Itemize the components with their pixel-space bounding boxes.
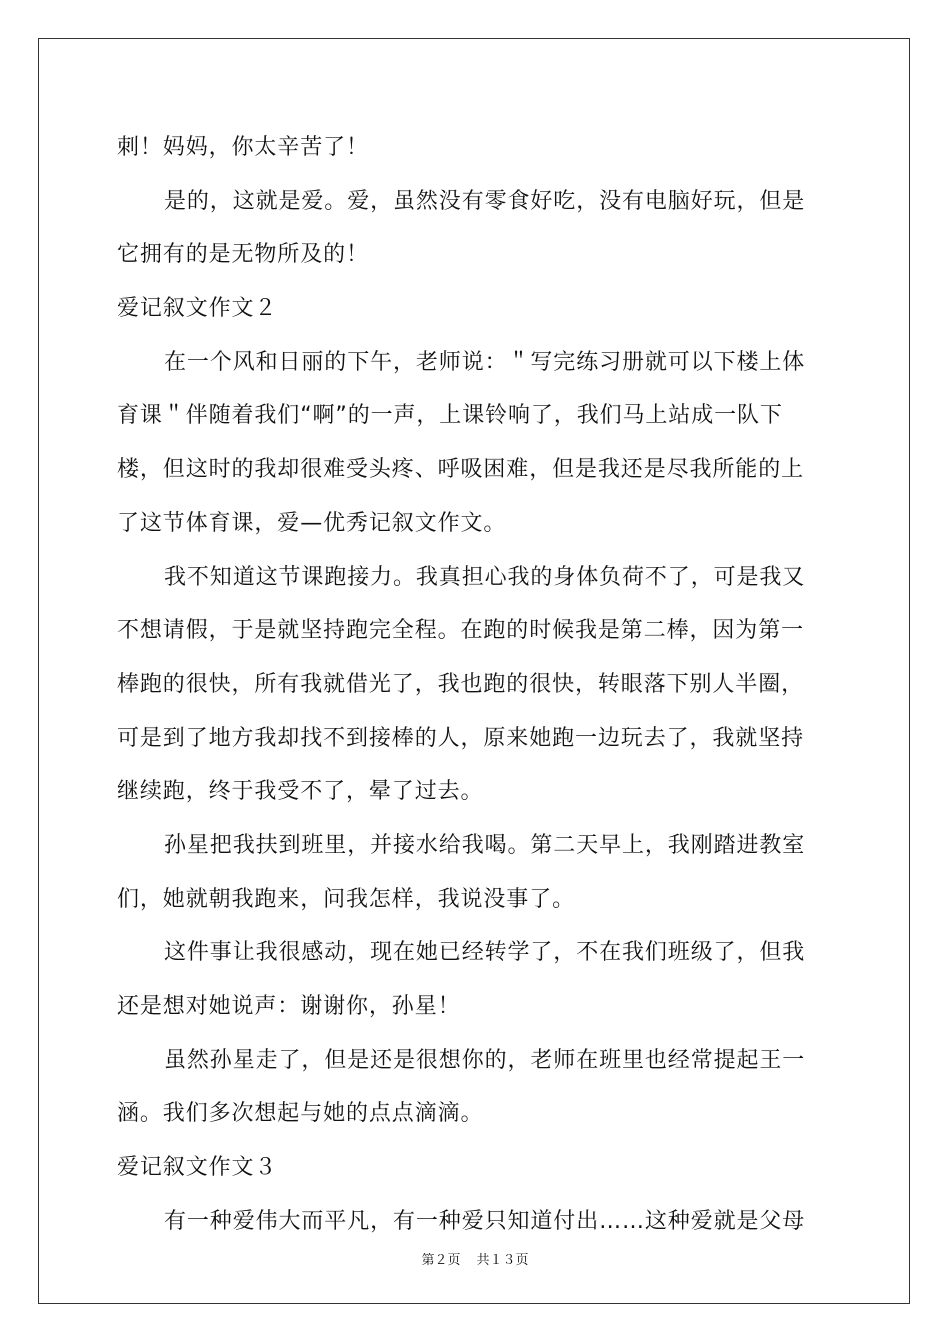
- text-line: 还是想对她说声：谢谢你，孙星！: [117, 994, 461, 1019]
- text-line: 孙星把我扶到班里，并接水给我喝。第二天早上，我刚踏进教室: [164, 832, 806, 858]
- text-line: 我不知道这节课跑接力。我真担心我的身体负荷不了，可是我又: [164, 564, 806, 590]
- text-line: 了这节体育课，爱—优秀记叙文作文。: [117, 510, 507, 536]
- text-line: 在一个风和日丽的下午，老师说：＂写完练习册就可以下楼上体: [164, 349, 806, 375]
- text-line: 楼，但这时的我却很难受头疼、呼吸困难，但是我还是尽我所能的上: [117, 457, 805, 483]
- text-line: 它拥有的是无物所及的！: [117, 242, 369, 268]
- text-line: 是的，这就是爱。爱，虽然没有零食好吃，没有电脑好玩，但是: [164, 188, 806, 214]
- text-line: 涵。我们多次想起与她的点点滴滴。: [117, 1101, 484, 1127]
- text-line: 这件事让我很感动，现在她已经转学了，不在我们班级了，但我: [164, 940, 806, 966]
- page-number: 第２页: [421, 1253, 461, 1268]
- text-line: 继续跑，终于我受不了，晕了过去。: [117, 779, 484, 805]
- text-line: 有一种爱伟大而平凡，有一种爱只知道付出……这种爱就是父母: [164, 1208, 806, 1234]
- section-heading: 爱记叙文作文３: [117, 1155, 278, 1181]
- text-line: 棒跑的很快，所有我就借光了，我也跑的很快，转眼落下别人半圈，: [117, 671, 805, 697]
- text-line: 们，她就朝我跑来，问我怎样，我说没事了。: [117, 886, 576, 912]
- page-footer: [0, 1249, 950, 1268]
- text-line: 不想请假，于是就坚持跑完全程。在跑的时候我是第二棒，因为第一: [117, 618, 805, 644]
- document-body: [117, 121, 833, 1248]
- text-line: 虽然孙星走了，但是还是很想你的，老师在班里也经常提起王一: [164, 1047, 806, 1073]
- text-line: 可是到了地方我却找不到接棒的人，原来她跑一边玩去了，我就坚持: [117, 725, 805, 751]
- text-line: 刺！妈妈，你太辛苦了！: [117, 135, 369, 160]
- text-line: 育课＂伴随着我们“啊”的一声，上课铃响了，我们马上站成一队下: [117, 403, 783, 429]
- page-total: 共１３页: [476, 1253, 529, 1268]
- section-heading: 爱记叙文作文２: [117, 296, 278, 322]
